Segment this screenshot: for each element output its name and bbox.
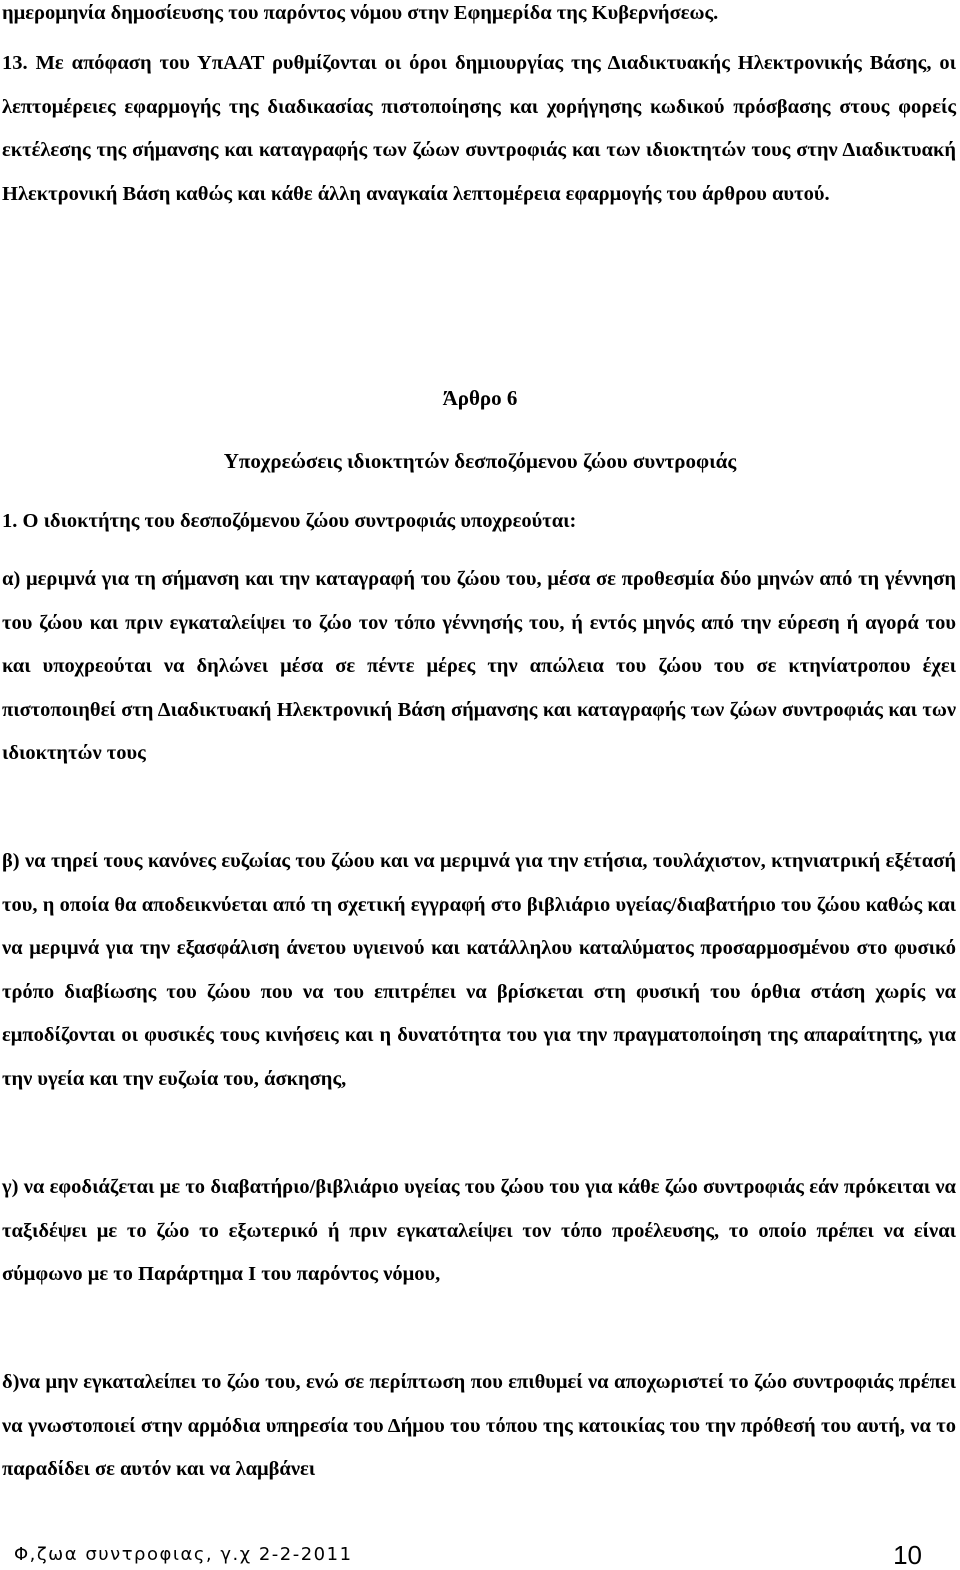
top-line-text: ημερομηνία δημοσίευσης του παρόντος νόμου στην Εφημερίδα της Κυβερνήσεως.: [2, 2, 719, 24]
paragraph-1: 1. Ο ιδιοκτήτης του δεσποζόμενου ζώου συντροφιάς υποχρεούται:: [2, 510, 577, 532]
article-heading: Άρθρο 6: [442, 386, 518, 410]
item-d: δ)να μην εγκαταλείπει το ζώο του, ενώ σε περίπτωση που επιθυμεί να αποχωριστεί το ζώο συντροφιάς πρέπει να γνωστοποιεί στην αρμόδια υπηρεσία του Δήμου του τόπου της κατοικίας του την πρόθεσή του αυτή, να το παραδίδει σε αυτόν και να λαμβάνει: [2, 1371, 956, 1480]
item-b: β) να τηρεί τους κανόνες ευζωίας του ζώου και να μεριμνά για την ετήσια, τουλάχιστον, κτηνιατρική εξέτασή του, η οποία θα αποδεικνύεται από τη σχετική εγγραφή στο βιβλιάριο υγείας/διαβατήριο του ζώου καθώς και να μεριμνά για την εξασφάλιση άνετου υγιεινού και κατάλληλου καταλύματος προσαρμοσμένου στο φυσικό τρόπο διαβίωσης του ζώου που να του επιτρέπει να βρίσκεται στη φυσική του όρθια στάση χωρίς να εμποδίζονται οι φυσικές τους κινήσεις και η δυνατότητα του για την πραγματοποίηση της απαραίτητης, για την υγεία και την ευζωία του, άσκησης,: [2, 850, 956, 1090]
article-subheading: Υποχρεώσεις ιδιοκτητών δεσποζόμενου ζώου συντροφιάς: [223, 449, 737, 473]
paragraph-13: 13. Με απόφαση του ΥπΑΑΤ ρυθμίζονται οι όροι δημιουργίας της Διαδικτυακής Ηλεκτρονικής Βάσης, οι λεπτομέρειες εφαρμογής της διαδικασίας πιστοποίησης και χορήγησης κωδικού πρόσβασης στους φορείς εκτέλεσης της σήμανσης και καταγραφής των ζώων συντροφιάς και των ιδιοκτητών τους στην Διαδικτυακή Ηλεκτρονική Βάση καθώς και κάθε άλλη αναγκαία λεπτομέρεια εφαρμογής του άρθρου αυτού.: [2, 52, 956, 205]
item-c: γ) να εφοδιάζεται με το διαβατήριο/βιβλιάριο υγείας του ζώου του για κάθε ζώο συντροφιάς εάν πρόκειται να ταξιδέψει με το ζώο το εξωτερικό ή πριν εγκαταλείψει τον τόπο προέλευσης, το οποίο πρέπει να είναι σύμφωνο με το Παράρτημα Ι του παρόντος νόμου,: [2, 1176, 956, 1285]
item-a: α) μεριμνά για τη σήμανση και την καταγραφή του ζώου του, μέσα σε προθεσμία δύο μηνών από τη γέννηση του ζώου και πριν εγκαταλείψει το ζώο τον τόπο γέννησής του, ή εντός μηνός από την εύρεση ή αγορά του και υποχρεούται να δηλώνει μέσα σε πέντε μέρες την απώλεια του ζώου του σε κτηνίατροπου έχει πιστοποιηθεί στη Διαδικτυακή Ηλεκτρονική Βάση σήμανσης και καταγραφής των ζώων συντροφιάς και των ιδιοκτητών τους: [2, 568, 956, 764]
footer-document-label: Φ,ζωα συντροφιας, γ.χ 2-2-2011: [14, 1544, 353, 1565]
page-number: 10: [893, 1540, 922, 1570]
